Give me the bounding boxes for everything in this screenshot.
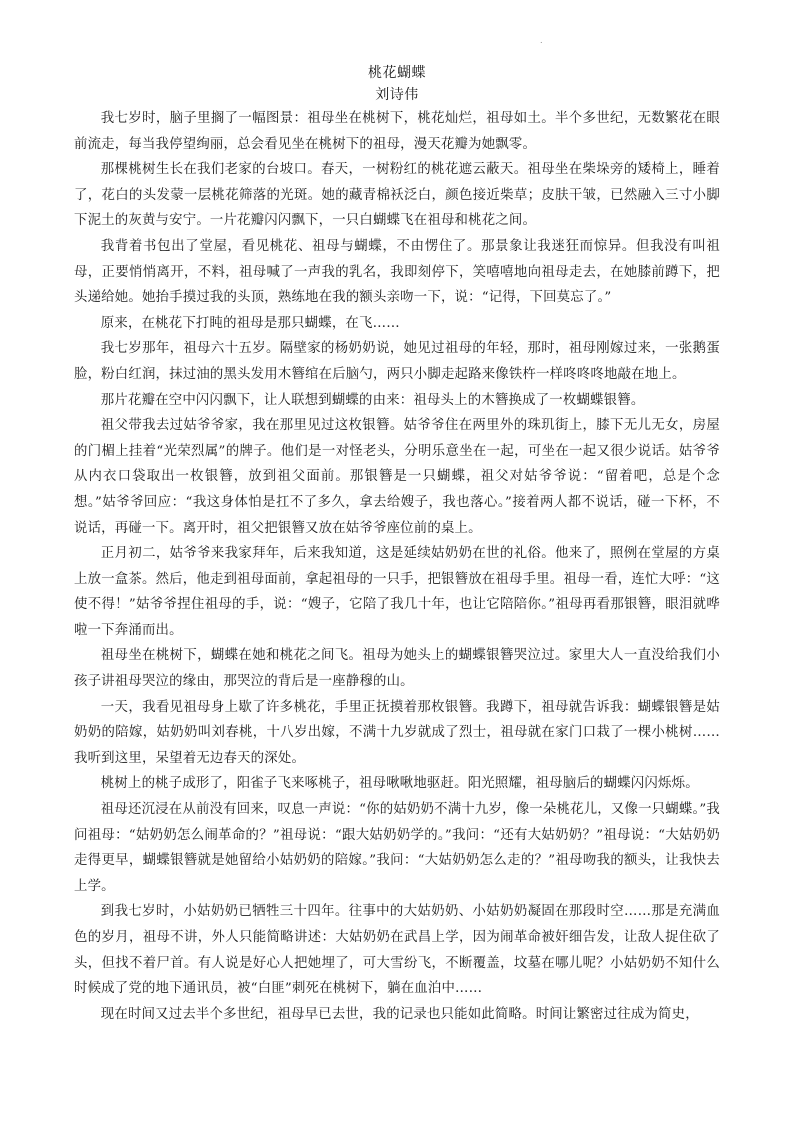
header-mark: .	[540, 36, 543, 45]
paragraph: 桃树上的桃子成形了，阳雀子飞来啄桃子，祖母啾啾地驱赶。阳光照耀，祖母脑后的蝴蝶闪闪烁烁。	[100, 776, 699, 792]
paragraph: 我七岁那年，祖母六十五岁。隔壁家的杨奶奶说，她见过祖母的年轻，那时，祖母刚嫁过来，一张鹅蛋脸，粉白红润，抹过油的黑头发用木簪绾在后脑勺，两只小脚走起路来像铁杵一样咚咚咚地敲在地上。	[74, 341, 720, 382]
paragraph: 祖父带我去过姑爷爷家，我在那里见过这枚银簪。姑爷爷住在两里外的珠玑街上，膝下无儿无女，房屋的门楣上挂着“光荣烈属”的牌子。他们是一对怪老头，分明乐意坐在一起，可坐在一起又很少说话。姑爷爷从内衣口袋取出一枚银簪，放到祖父面前。那银簪是一只蝴蝶，祖父对姑爷爷说：“留着吧，总是个念想。”姑爷爷回应：“我这身体怕是扛不了多久，拿去给嫂子，我也落心。”接着两人都不说话，碰一下杯，不说话，再碰一下。离开时，祖父把银簪又放在姑爷爷座位前的桌上。	[74, 418, 720, 536]
article-author: 刘诗伟	[375, 87, 419, 103]
paragraph: 祖母还沉浸在从前没有回来，叹息一声说：“你的姑奶奶不满十九岁，像一朵桃花儿，又像一只蝴蝶。”我问祖母：“姑奶奶怎么闹革命的？”祖母说：“跟大姑奶奶学的。”我问：“还有大姑奶奶？”祖母说：“大姑奶奶走得更早，蝴蝶银簪就是她留给小姑奶奶的陪嫁。”我问：“大姑奶奶怎么走的？”祖母吻我的额头，让我快去上学。	[74, 802, 720, 894]
paragraph: 正月初二，姑爷爷来我家拜年，后来我知道，这是延续姑奶奶在世的礼俗。他来了，照例在堂屋的方桌上放一盒茶。然后，他走到祖母面前，拿起祖母的一只手，把银簪放在祖母手里。祖母一看，连忙大呼：“这使不得！”姑爷爷捏住祖母的手，说：“嫂子，它陪了我几十年，也让它陪陪你。”祖母再看那银簪，眼泪就哗啦一下奔涌而出。	[74, 546, 720, 638]
document-page	[74, 62, 720, 1027]
paragraph: 一天，我看见祖母身上歇了许多桃花，手里正抚摸着那枚银簪。我蹲下，祖母就告诉我：蝴蝶银簪是姑奶奶的陪嫁，姑奶奶叫刘春桃，十八岁出嫁，不满十九岁就成了烈士，祖母就在家门口栽了一棵小桃树……我听到这里，呆望着无边春天的深处。	[74, 699, 720, 766]
paragraph: 原来，在桃花下打盹的祖母是那只蝴蝶，在飞……	[100, 315, 400, 331]
paragraph: 我七岁时，脑子里搁了一幅图景：祖母坐在桃树下，桃花灿烂，祖母如土。半个多世纪，无数繁花在眼前流走，每当我停望绚丽，总会看见坐在桃树下的祖母，漫天花瓣为她飘零。	[74, 111, 720, 152]
paragraph: 祖母坐在桃树下，蝴蝶在她和桃花之间飞。祖母为她头上的蝴蝶银簪哭泣过。家里大人一直没给我们小孩子讲祖母哭泣的缘由，那哭泣的背后是一座静穆的山。	[74, 648, 720, 690]
paragraph: 现在时间又过去半个多世纪，祖母早已去世，我的记录也只能如此简略。时间让繁密过往成为简史，	[100, 1006, 699, 1022]
paragraph: 到我七岁时，小姑奶奶已牺牲三十四年。往事中的大姑奶奶、小姑奶奶凝固在那段时空……那是充满血色的岁月，祖母不讲，外人只能简略讲述：大姑奶奶在武昌上学，因为闹革命被奸细告发，让敌人捉住砍了头，但找不着尸首。有人说是好心人把她埋了，可大雪纷飞，不断覆盖，坟墓在哪儿呢？小姑奶奶不知什么时候成了党的地下通讯员，被“白匪”刺死在桃树下，躺在血泊中……	[74, 904, 720, 997]
paragraph: 那片花瓣在空中闪闪飘下，让人联想到蝴蝶的由来：祖母头上的木簪换成了一枚蝴蝶银簪。	[100, 392, 645, 408]
paragraph: 那棵桃树生长在我们老家的台坡口。春天，一树粉红的桃花遮云蔽天。祖母坐在柴垛旁的矮椅上，睡着了，花白的头发蒙一层桃花筛落的光斑。她的藏青棉袄泛白，颜色接近柴草；皮肤干皱，已然融入三寸小脚下泥土的灰黄与安宁。一片花瓣闪闪飘下，一只白蝴蝶飞在祖母和桃花之间。	[74, 162, 720, 229]
article-title: 桃花蝴蝶	[368, 65, 426, 81]
paragraph: 我背着书包出了堂屋，看见桃花、祖母与蝴蝶，不由愣住了。那景象让我迷狂而惊异。但我没有叫祖母，正要悄悄离开，不料，祖母喊了一声我的乳名，我即刻停下，笑嘻嘻地向祖母走去，在她膝前蹲下，把头递给她。她抬手摸过我的头顶，熟练地在我的额头亲吻一下，说：“记得，下回莫忘了。”	[74, 238, 720, 306]
